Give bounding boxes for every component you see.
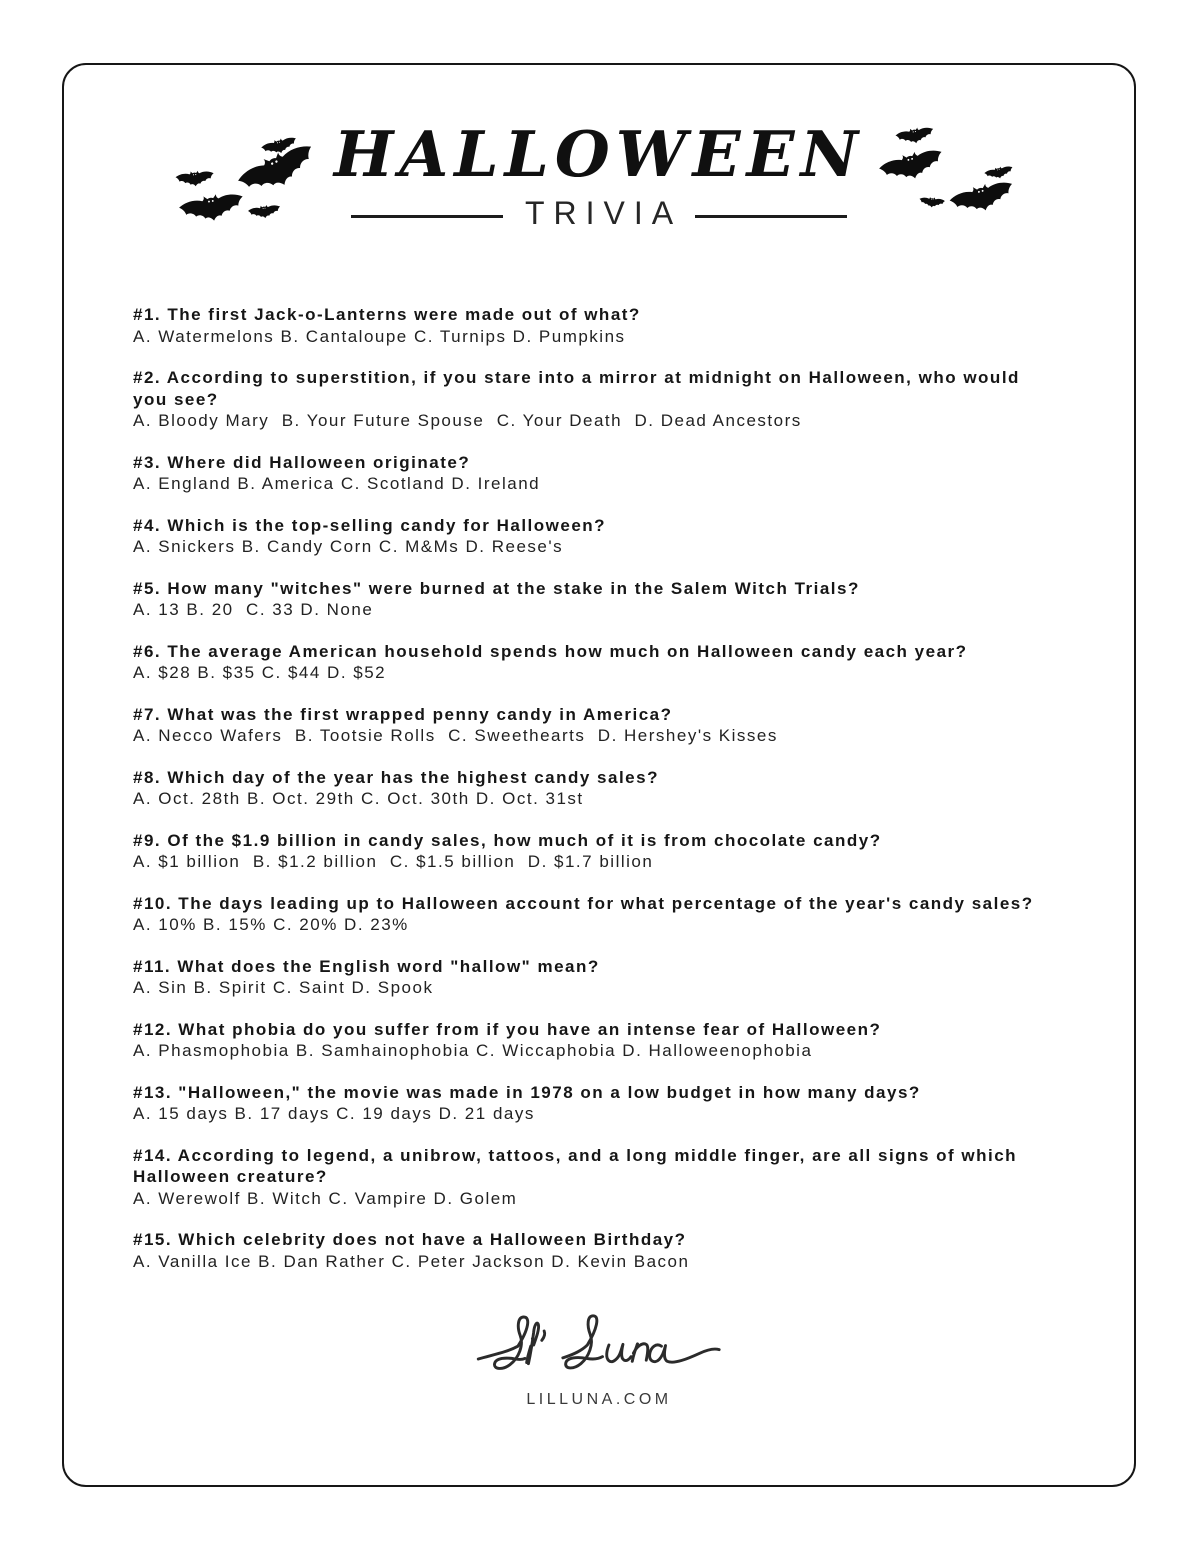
answers-text: A. Necco Wafers B. Tootsie Rolls C. Sweethearts D. Hershey's Kisses	[133, 726, 778, 745]
page-title: HALLOWEEN	[333, 117, 865, 191]
question-block	[133, 704, 1051, 747]
question-block	[133, 767, 1051, 810]
question-block	[133, 956, 1051, 999]
answers-text: A. $1 billion B. $1.2 billion C. $1.5 billion D. $1.7 billion	[133, 852, 654, 871]
question-block	[133, 304, 1051, 347]
answers-text: A. $28 B. $35 C. $44 D. $52	[133, 663, 387, 682]
question-text: #6. The average American household spends how much on Halloween candy each year?	[133, 641, 968, 661]
answers-text: A. Phasmophobia B. Samhainophobia C. Wiccaphobia D. Halloweenophobia	[133, 1041, 813, 1060]
question-text: #3. Where did Halloween originate?	[133, 452, 471, 472]
question-text: #2. According to superstition, if you stare into a mirror at midnight on Halloween, who would you see?	[133, 368, 1027, 409]
question-text: #10. The days leading up to Halloween account for what percentage of the year's candy sales?	[133, 893, 1034, 913]
answers-text: A. Bloody Mary B. Your Future Spouse C. Your Death D. Dead Ancestors	[133, 411, 802, 430]
question-block	[133, 1229, 1051, 1272]
subtitle-rule-left	[351, 215, 503, 218]
question-text: #14. According to legend, a unibrow, tattoos, and a long middle finger, are all signs of which Halloween creature?	[133, 1145, 1024, 1186]
question-block	[133, 893, 1051, 936]
question-block	[133, 1019, 1051, 1062]
question-text: #4. Which is the top-selling candy for Halloween?	[133, 515, 607, 535]
question-block	[133, 641, 1051, 684]
footer	[64, 1310, 1134, 1409]
document-border	[62, 63, 1136, 1487]
answers-text: A. Sin B. Spirit C. Saint D. Spook	[133, 978, 434, 997]
question-block	[133, 452, 1051, 495]
bat-icon	[174, 169, 215, 189]
question-text: #9. Of the $1.9 billion in candy sales, how much of it is from chocolate candy?	[133, 830, 882, 850]
question-text: #15. Which celebrity does not have a Halloween Birthday?	[133, 1230, 687, 1249]
answers-text: A. England B. America C. Scotland D. Ireland	[133, 474, 541, 493]
answers-text: A. 10% B. 15% C. 20% D. 23%	[133, 915, 409, 934]
question-block	[133, 830, 1051, 873]
answers-text: A. Werewolf B. Witch C. Vampire D. Golem	[133, 1188, 518, 1208]
question-text: #11. What does the English word "hallow" mean?	[133, 956, 600, 976]
question-block	[133, 1082, 1051, 1125]
page-subtitle: TRIVIA	[524, 195, 683, 231]
bat-icon	[919, 196, 946, 209]
answers-text: A. Vanilla Ice B. Dan Rather C. Peter Jackson D. Kevin Bacon	[133, 1251, 690, 1271]
answers-text: A. 15 days B. 17 days C. 19 days D. 21 days	[133, 1104, 535, 1123]
question-text: #5. How many "witches" were burned at the stake in the Salem Witch Trials?	[133, 578, 860, 598]
answers-text: A. Oct. 28th B. Oct. 29th C. Oct. 30th D. Oct. 31st	[133, 789, 584, 808]
lilluna-logo	[473, 1310, 725, 1380]
question-block	[133, 367, 1051, 432]
website-text: LILLUNA.COM	[526, 1391, 672, 1408]
answers-text: A. Snickers B. Candy Corn C. M&Ms D. Reese's	[133, 537, 564, 556]
question-block	[133, 1145, 1051, 1210]
question-text: #12. What phobia do you suffer from if you have an intense fear of Halloween?	[133, 1019, 882, 1039]
question-text: #13. "Halloween," the movie was made in 1978 on a low budget in how many days?	[133, 1082, 921, 1102]
answers-text: A. 13 B. 20 C. 33 D. None	[133, 600, 374, 619]
questions-list	[64, 304, 1054, 1272]
question-text: #7. What was the first wrapped penny candy in America?	[133, 704, 673, 724]
question-text: #1. The first Jack-o-Lanterns were made out of what?	[133, 305, 641, 324]
question-block	[133, 515, 1051, 558]
question-text: #8. Which day of the year has the highest candy sales?	[133, 767, 659, 787]
header	[64, 65, 1134, 232]
answers-text: A. Watermelons B. Cantaloupe C. Turnips D. Pumpkins	[133, 326, 626, 346]
question-block	[133, 578, 1051, 621]
subtitle-rule-right	[695, 215, 847, 218]
